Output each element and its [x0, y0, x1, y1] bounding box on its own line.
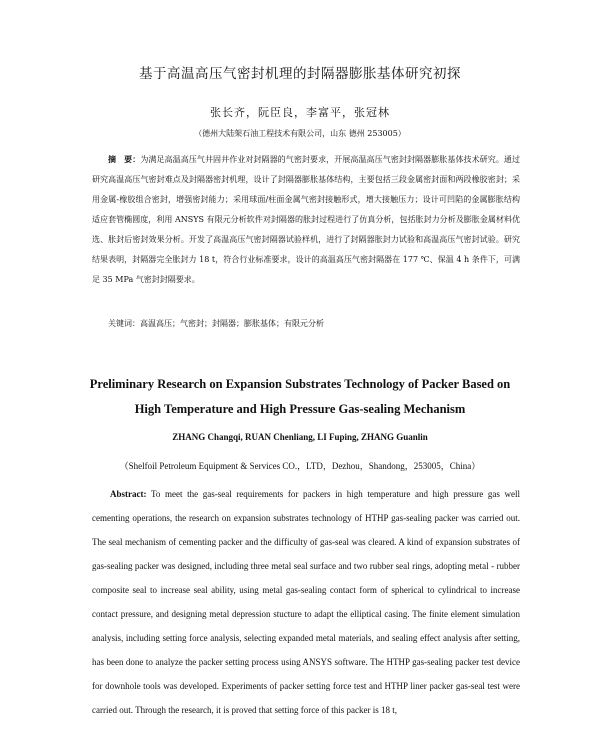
- chinese-keywords-text: 高温高压；气密封；封隔器；膨胀基体；有限元分析: [140, 319, 324, 328]
- chinese-keywords-label: 关键词：: [108, 319, 140, 328]
- english-title: [40, 372, 560, 422]
- english-title-line-2: High Temperature and High Pressure Gas-sealing Mechanism: [134, 402, 466, 416]
- chinese-abstract: [92, 150, 520, 290]
- english-affiliation: （Shelfoil Petroleum Equipment & Services CO.，LTD，Dezhou，Shandong，253005，China）: [119, 461, 481, 471]
- english-authors: ZHANG Changqi, RUAN Chenliang, LI Fuping, ZHANG Guanlin: [172, 432, 428, 442]
- chinese-affiliation: （德州大陆架石油工程技术有限公司，山东 德州 253005）: [194, 129, 406, 138]
- chinese-title: 基于高温高压气密封机理的封隔器膨胀基体研究初探: [139, 66, 461, 82]
- chinese-abstract-label: 摘 要：: [108, 155, 141, 164]
- english-abstract: [92, 482, 520, 722]
- english-abstract-text: To meet the gas-seal requirements for packers in high temperature and high pressure gas well cementing operations, the research on expansion substrates technology of HTHP gas-sealing packer was carried out. The seal mechanism of cementing packer and the difficulty of gas-seal was cleared. A kind of expansion substrates of gas-sealing packer was designed, including three metal seal surface and two rubber seal rings, adopting metal - rubber composite seal to increase seal ability, using metal gas-sealing contact form of spherical to cylindrical to increase contact pressure, and designing metal depression stucture to adapt the elliptical casing. The finite element simulation analysis, including setting force analysis, selecting expanded metal materials, and sealing effect analysis after setting, has been done to analyze the packer setting process using ANSYS software. The HTHP gas-sealing packer test device for downhole tools was developed. Experiments of packer setting force test and HTHP liner packer gas-seal test were carried out. Through the research, it is proved that setting force of this packer is 18 t,: [92, 489, 520, 715]
- chinese-abstract-text: 为满足高温高压气井固井作业对封隔器的气密封要求，开展高温高压气密封封隔器膨胀基体技术研究。通过研究高温高压气密封难点及封隔器密封机理，设计了封隔器膨胀基体结构，主要包括三段金属密封面和两段橡胶密封；采用金属-橡胶组合密封，增强密封能力；采用球面/柱面金属气密封接触形式，增大接触压力；设计可凹陷的金属膨胀结构适应套管椭圆度，利用 ANSYS 有限元分析软件对封隔器的胀封过程进行了仿真分析，包括胀封力分析及膨胀金属材料优选、胀封后密封效果分析。开发了高温高压气密封隔器试验样机，进行了封隔器胀封力试验和高温高压气密封试验。研究结果表明，封隔器完全胀封力 18 t，符合行业标准要求，设计的高温高压气密封隔器在 177 ℃、保温 4 h 条件下，可满足 35 MPa 气密封封隔要求。: [92, 155, 521, 284]
- chinese-keywords: [92, 318, 520, 329]
- english-abstract-label: Abstract:: [110, 489, 147, 499]
- chinese-authors: 张长齐，阮臣良，李富平，张冠林: [210, 106, 390, 119]
- english-title-line-1: Preliminary Research on Expansion Substrates Technology of Packer Based on: [89, 377, 511, 391]
